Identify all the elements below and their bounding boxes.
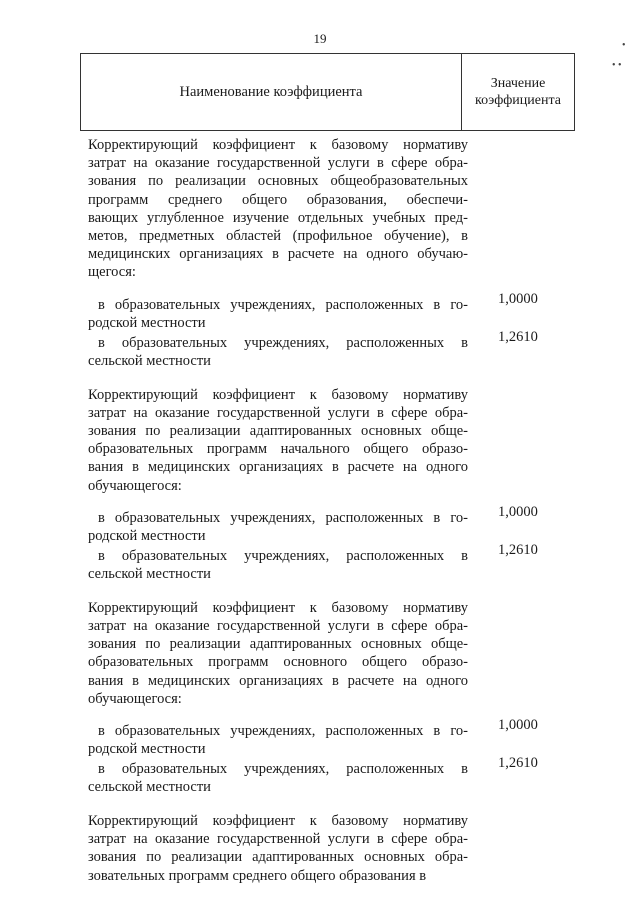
description-line: зования по реализации адаптированных основных обще- [88, 423, 468, 440]
coefficient-block [88, 812, 468, 885]
coefficient-rows [88, 503, 538, 583]
coefficient-block [88, 386, 538, 583]
header-value-line1: Значение [490, 76, 546, 91]
description-line: вания в медицинских организациях в расчете на одного [88, 672, 468, 689]
coefficient-value: 1,0000 [498, 290, 538, 307]
description-line: обучающегося: [88, 690, 182, 707]
coefficient-rows [88, 717, 538, 796]
description-line: образовательных программ начального общего образо- [88, 441, 468, 458]
row-label-line: в образовательных учреждениях, расположенных в го- [98, 723, 468, 740]
row-label-line: родской местности [88, 314, 206, 331]
row-label-line: в образовательных учреждениях, расположенных в го- [98, 296, 468, 313]
description-line: Корректирующий коэффициент к базовому нормативу [88, 599, 468, 616]
coefficient-description [88, 386, 468, 495]
row-label [88, 760, 468, 796]
coefficient-value: 1,2610 [498, 328, 538, 345]
table-row [88, 328, 538, 370]
description-line: зования по реализации адаптированных основных обще- [88, 636, 468, 653]
row-label-line: сельской местности [88, 779, 211, 796]
coefficient-description [88, 136, 468, 282]
coefficient-value: 1,2610 [498, 755, 538, 772]
page-number: 19 [313, 31, 327, 46]
row-label-line: родской местности [88, 741, 206, 758]
description-line: вания в медицинских организациях в расчете на одного [88, 459, 468, 476]
table-row [88, 290, 538, 332]
row-label [88, 722, 468, 758]
coefficient-value: 1,2610 [498, 541, 538, 558]
description-line: обучающегося: [88, 477, 182, 494]
header-value-line2: коэффициента [475, 93, 561, 108]
description-line: зования по реализации основных общеобразовательных [88, 173, 468, 190]
row-label-line: в образовательных учреждениях, расположенных в [98, 547, 468, 564]
scan-mark: • • [612, 60, 622, 71]
table-header [80, 53, 575, 131]
header-coefficient-name: Наименование коэффициента [179, 83, 363, 100]
table-row [88, 541, 538, 583]
row-label-line: родской местности [88, 527, 206, 544]
row-label-line: в образовательных учреждениях, расположенных в [98, 334, 468, 351]
description-line: Корректирующий коэффициент к базовому нормативу [88, 813, 468, 830]
coefficient-block [88, 136, 538, 370]
coefficient-description [88, 812, 468, 885]
coefficient-value: 1,0000 [498, 503, 538, 520]
description-line: образовательных программ основного общего образо- [88, 654, 468, 671]
row-label-line: в образовательных учреждениях, расположенных в го- [98, 509, 468, 526]
description-line: затрат на оказание государственной услуги в сфере обра- [88, 618, 468, 635]
description-line: зования по реализации адаптированных основных обра- [88, 849, 468, 866]
description-line: Корректирующий коэффициент к базовому нормативу [88, 386, 468, 403]
coefficient-rows [88, 290, 538, 370]
scan-mark: • [622, 40, 626, 51]
row-label [88, 296, 468, 332]
coefficients-list [88, 136, 538, 885]
coefficient-value: 1,0000 [498, 717, 538, 734]
description-line: щегося: [88, 264, 136, 281]
row-label [88, 547, 468, 583]
header-coefficient-value [462, 54, 574, 130]
description-line: затрат на оказание государственной услуги в сфере обра- [88, 831, 468, 848]
description-line: метов, предметных областей (профильное обучение), в [88, 228, 468, 245]
description-line: зовательных программ среднего общего образования в [88, 867, 427, 884]
description-line: медицинских организациях в расчете на одного обучаю- [88, 246, 468, 263]
table-row [88, 717, 538, 758]
description-line: затрат на оказание государственной услуги в сфере обра- [88, 155, 468, 172]
description-line: затрат на оказание государственной услуги в сфере обра- [88, 404, 468, 421]
description-line: программ среднего общего образования, обеспечи- [88, 191, 468, 208]
row-label-line: сельской местности [88, 565, 211, 582]
table-row [88, 755, 538, 796]
row-label-line: в образовательных учреждениях, расположенных в [98, 761, 468, 778]
coefficient-description [88, 599, 468, 708]
row-label [88, 509, 468, 545]
description-line: Корректирующий коэффициент к базовому нормативу [88, 137, 468, 153]
description-line: вающих углубленное изучение отдельных учебных пред- [88, 209, 468, 226]
table-row [88, 503, 538, 545]
row-label-line: сельской местности [88, 352, 211, 369]
row-label [88, 334, 468, 370]
coefficient-block [88, 599, 538, 796]
